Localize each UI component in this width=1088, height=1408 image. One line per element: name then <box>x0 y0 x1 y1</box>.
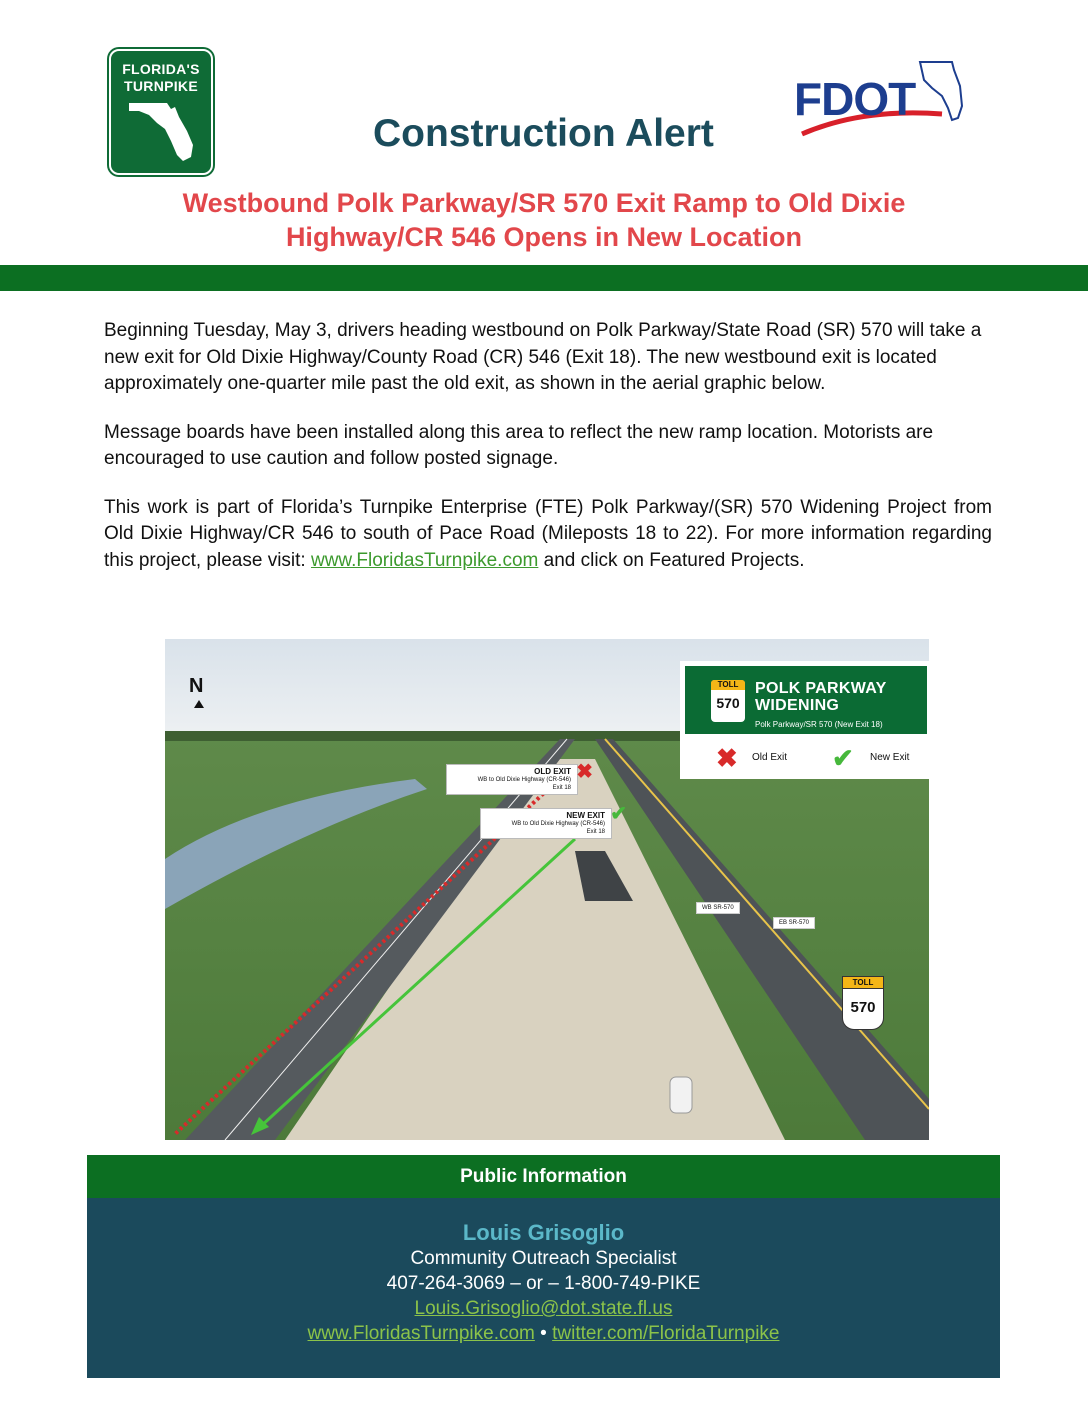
contact-links-row <box>87 1323 1000 1345</box>
sign-title-line1: POLK PARKWAY <box>755 680 887 697</box>
old-exit-title: OLD EXIT <box>534 767 571 776</box>
floridas-turnpike-logo <box>109 49 213 175</box>
paragraph-3-tail: and click on Featured Projects. <box>538 549 805 571</box>
eb-sr570-tag: EB SR-570 <box>773 917 815 929</box>
route-number: 570 <box>716 695 740 711</box>
page-title: Construction Alert <box>373 112 714 155</box>
sign-title-line2: WIDENING <box>755 697 840 714</box>
red-x-icon: ✖ <box>716 743 738 773</box>
legend-new-exit: New Exit <box>870 752 910 763</box>
paragraph-3 <box>104 495 992 575</box>
old-exit-line2: Exit 18 <box>552 785 571 791</box>
old-exit-callout <box>446 761 593 795</box>
subheadline-line1: Westbound Polk Parkway/SR 570 Exit Ramp to Old Dixie <box>182 188 906 218</box>
paragraph-2: Message boards have been installed along this area to reflect the new ramp location. Motorists are encouraged to use caution and follow posted signage. <box>104 421 934 469</box>
contact-email-row <box>87 1298 1000 1320</box>
turnpike-logo-text: FLORIDA'S TURNPIKE <box>122 61 200 94</box>
subheadline-line2: Highway/CR 546 Opens in New Location <box>285 222 803 252</box>
contact-phone: 407-264-3069 – or – 1-800-749-PIKE <box>386 1273 701 1294</box>
wb-sr570-tag: WB SR-570 <box>696 902 740 914</box>
old-exit-line1: WB to Old Dixie Highway (CR-546) <box>477 777 571 783</box>
toll-label: TOLL <box>711 680 745 690</box>
green-check-icon: ✔ <box>610 803 627 825</box>
new-exit-title: NEW EXIT <box>566 811 605 820</box>
contact-email-link[interactable]: Louis.Grisoglio@dot.state.fl.us <box>414 1298 673 1319</box>
red-x-icon: ✖ <box>576 761 593 783</box>
public-info-header: Public Information <box>87 1155 1000 1198</box>
green-check-icon: ✔ <box>832 743 854 773</box>
new-exit-line2: Exit 18 <box>586 829 605 835</box>
divider-bar <box>0 265 1088 291</box>
twitter-link[interactable]: twitter.com/FloridaTurnpike <box>552 1323 780 1344</box>
sign-panel <box>683 664 929 736</box>
new-exit-line1: WB to Old Dixie Highway (CR-546) <box>511 821 605 827</box>
link-separator: • <box>540 1323 547 1344</box>
shield-route-number: 570 <box>842 989 884 1030</box>
public-info-contact <box>87 1198 1000 1378</box>
alert-body <box>104 318 992 596</box>
north-label: N <box>189 675 204 697</box>
website-link[interactable]: www.FloridasTurnpike.com <box>307 1323 535 1344</box>
sign-subtitle: Polk Parkway/SR 570 (New Exit 18) <box>755 720 883 729</box>
north-arrow-icon <box>194 700 204 708</box>
florida-state-icon <box>127 99 197 165</box>
aerial-graphic <box>165 639 929 1140</box>
fdot-logo <box>792 58 967 138</box>
legend-old-exit: Old Exit <box>752 752 788 763</box>
project-sign <box>680 661 929 779</box>
paragraph-1: Beginning Tuesday, May 3, drivers heading westbound on Polk Parkway/State Road (SR) 570 will take a new exit for Old Dixie Highway/County Road (CR) 546 (Exit 18). The new westbound exit is located approximately one-quarter mile past the old exit, as shown in the aerial graphic below. <box>104 320 982 394</box>
contact-name: Louis Grisoglio <box>462 1220 625 1245</box>
contact-role: Community Outreach Specialist <box>410 1248 677 1269</box>
toll-570-icon <box>711 680 745 722</box>
toll-570-shield-icon <box>842 976 884 1030</box>
new-exit-callout <box>480 803 627 839</box>
sign-title <box>755 680 887 714</box>
shield-toll-label: TOLL <box>842 976 884 989</box>
paragraph-3-text: This work is part of Florida’s Turnpike Enterprise (FTE) Polk Parkway/(SR) 570 Widening Project from Old Dixie Highway/CR 546 to south of Pace Road (Mileposts 18 to 22). For more information regarding this project, please visit: <box>104 496 992 571</box>
alert-subheadline <box>0 186 1088 254</box>
turnpike-website-link[interactable]: www.FloridasTurnpike.com <box>310 549 539 571</box>
fdot-logo-text: FDOT <box>794 73 916 125</box>
